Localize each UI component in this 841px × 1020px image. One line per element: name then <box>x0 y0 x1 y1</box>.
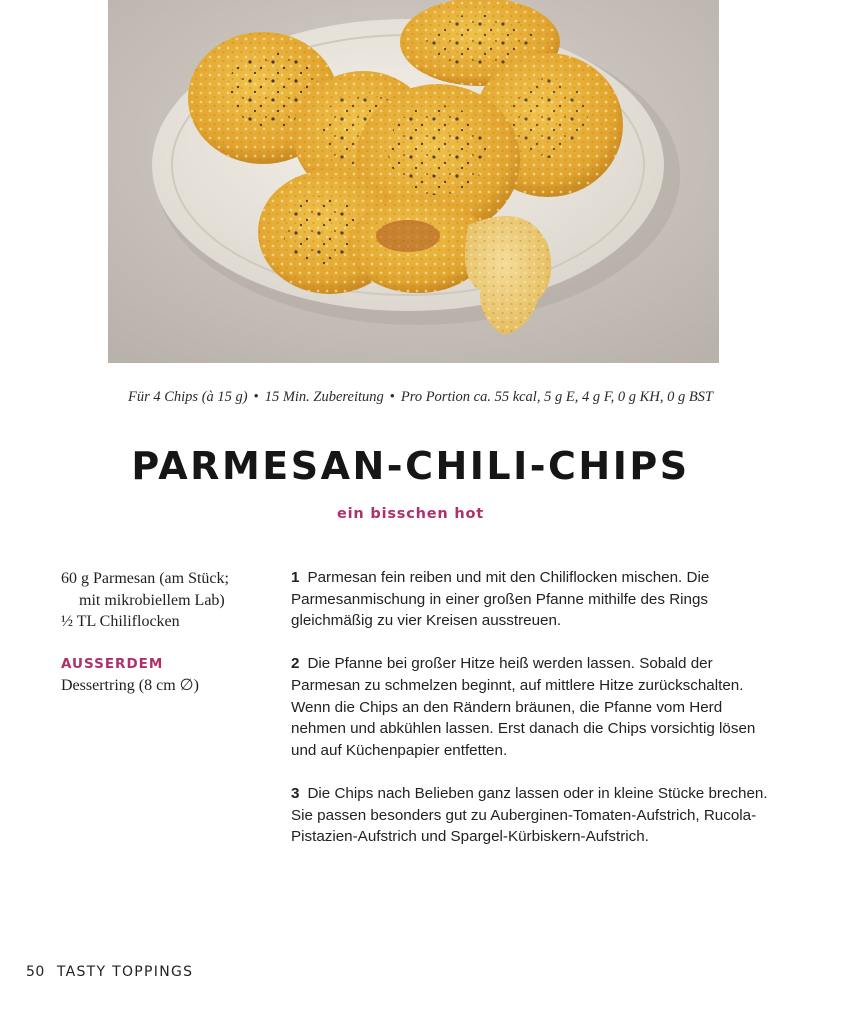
extra-item: Dessertring (8 cm ∅) <box>61 677 199 694</box>
step-number: 3 <box>291 784 300 802</box>
separator: • <box>389 389 395 405</box>
page-number: 50 <box>26 964 45 980</box>
nutrition-text: Pro Portion ca. 55 kcal, 5 g E, 4 g F, 0 g KH, 0 g BST <box>400 389 713 405</box>
page-footer <box>26 964 193 980</box>
recipe-title: PARMESAN-CHILI-CHIPS <box>131 444 690 488</box>
instructions <box>291 567 771 869</box>
instruction-step <box>291 783 771 848</box>
section-name: TASTY TOPPINGS <box>56 964 194 980</box>
step-number: 1 <box>291 569 300 586</box>
extras-heading: AUSSERDEM <box>61 655 164 672</box>
time-text: 15 Min. Zubereitung <box>264 389 384 405</box>
recipe-subtitle: ein bisschen hot <box>337 506 484 522</box>
instruction-step <box>291 567 771 632</box>
ingredient-item: 60 g Parmesan (am Stück; <box>61 570 229 587</box>
step-number: 2 <box>291 655 300 673</box>
recipe-meta <box>0 389 841 406</box>
step-text: Die Chips nach Belieben ganz lassen oder in kleine Stücke brechen. Sie passen besonders gut zu Auberginen-Tomaten-Aufstrich, Rucola-Pistazien-Aufstrich und Spargel-Kürbiskern-Aufstrich. <box>291 784 768 846</box>
ingredient-item-continuation: mit mikrobiellem Lab) <box>79 591 225 609</box>
yield-text: Für 4 Chips (à 15 g) <box>127 389 248 405</box>
parmesan-chips-photo-icon <box>108 0 719 363</box>
ingredients-list <box>61 568 276 697</box>
separator: • <box>253 389 259 405</box>
step-text: Die Pfanne bei großer Hitze heiß werden lassen. Sobald der Parmesan zu schmelzen beginnt, auf mittlere Hitze zurückschalten. Wenn die Chips an den Rändern bräunen, die Pfanne vom Herd nehmen und abkühlen lassen. Erst danach die Chips vorsichtig lösen und auf Küchenpapier entfetten. <box>291 655 756 759</box>
recipe-photo <box>108 0 719 363</box>
step-text: Parmesan fein reiben und mit den Chiliflocken mischen. Die Parmesanmischung in einer großen Pfanne mithilfe des Rings gleichmäßig zu vier Kreisen ausstreuen. <box>291 569 710 630</box>
ingredient-item: ½ TL Chiliflocken <box>61 613 180 630</box>
instruction-step <box>291 653 771 761</box>
